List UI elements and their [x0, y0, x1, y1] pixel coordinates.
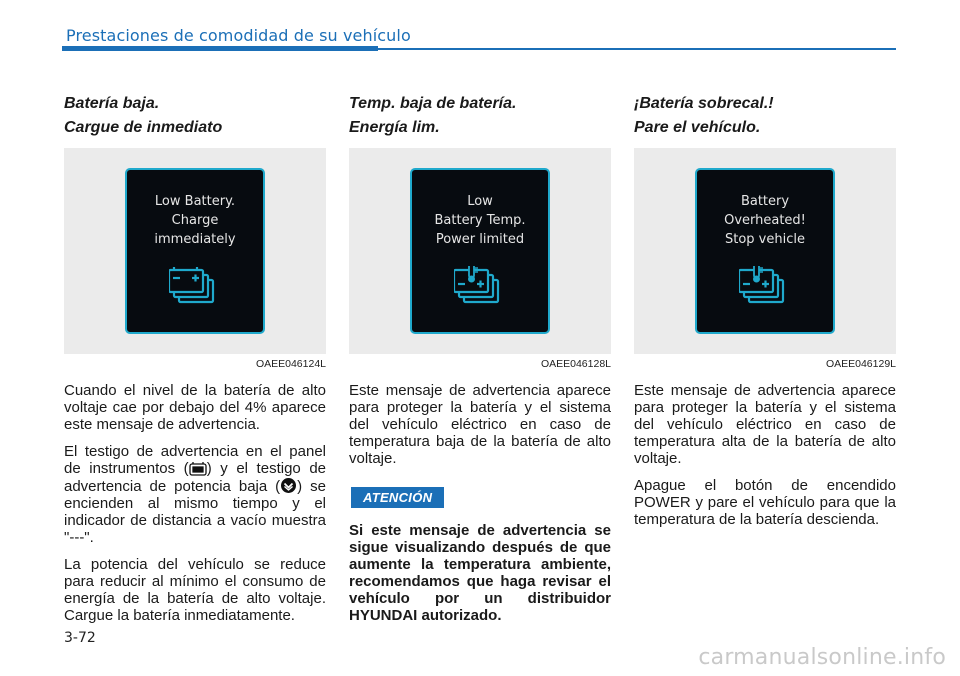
display-line: Stop vehicle: [725, 232, 805, 247]
cluster-display: [125, 168, 265, 334]
section-title-line: Batería baja.: [64, 95, 160, 112]
display-line: Charge: [171, 213, 219, 228]
section-title-line: Temp. baja de batería.: [349, 95, 517, 112]
section-title: [634, 92, 896, 140]
figure-code: OAEE046129L: [825, 358, 896, 370]
cluster-figure: [349, 148, 611, 354]
section-title-line: Pare el vehículo.: [634, 119, 761, 136]
cluster-figure: [634, 148, 896, 354]
power-down-icon: [280, 477, 297, 494]
body-paragraph: Apague el botón de encendido POWER y pare el vehículo para que la temperatura de la batería descienda.: [634, 477, 896, 528]
attention-badge: ATENCIÓN: [351, 487, 444, 508]
display-message: [412, 192, 548, 249]
section-title-line: ¡Batería sobrecal.!: [634, 95, 774, 112]
header-title: Prestaciones de comodidad de su vehículo: [66, 26, 411, 45]
section-title-line: Energía lim.: [349, 119, 440, 136]
paragraph-text: ) se encienden al mismo tiempo y el indicador de distancia a vacío muestra "---".: [64, 478, 326, 546]
battery-temperature-icon: [739, 266, 791, 308]
section-title: [64, 92, 326, 140]
battery-icon: [169, 266, 221, 308]
display-line: Battery: [740, 194, 790, 209]
display-line: Overheated!: [724, 213, 806, 228]
figure-code: OAEE046124L: [255, 358, 326, 370]
battery-warning-icon: [189, 461, 207, 476]
section-low-battery-temp: [349, 92, 611, 624]
cluster-display: [410, 168, 550, 334]
body-paragraph: La potencia del vehículo se reduce para reducir al mínimo el consumo de energía de la batería de alto voltaje. Cargue la batería inmediatamente.: [64, 556, 326, 624]
section-battery-overheated: [634, 92, 896, 528]
body-paragraph: Este mensaje de advertencia aparece para proteger la batería y el sistema del vehículo eléctrico en caso de temperatura baja de la batería de alto voltaje.: [349, 382, 611, 467]
display-line: Low: [467, 194, 493, 209]
figure-code: OAEE046128L: [540, 358, 611, 370]
section-title-line: Cargue de inmediato: [64, 119, 223, 136]
body-paragraph: [64, 443, 326, 546]
watermark[interactable]: carmanualsonline.info: [698, 645, 946, 670]
header-rule: [378, 48, 896, 50]
section-low-battery: [64, 92, 326, 624]
body-paragraph: Cuando el nivel de la batería de alto voltaje cae por debajo del 4% aparece este mensaje de advertencia.: [64, 382, 326, 433]
display-line: Power limited: [435, 232, 525, 247]
cluster-figure: [64, 148, 326, 354]
page-number: 3-72: [64, 630, 96, 646]
body-paragraph: Este mensaje de advertencia aparece para proteger la batería y el sistema del vehículo eléctrico en caso de temperatura alta de la batería de alto voltaje.: [634, 382, 896, 467]
display-message: [697, 192, 833, 249]
battery-temperature-icon: [454, 266, 506, 308]
display-line: Battery Temp.: [434, 213, 526, 228]
paragraph-text: ) y el testigo de advertencia de potencia baja (: [64, 460, 326, 495]
display-line: Low Battery.: [154, 194, 236, 209]
section-title: [349, 92, 611, 140]
display-message: [127, 192, 263, 249]
header-bar: [62, 46, 378, 51]
paragraph-text: El testigo de advertencia en el panel de instrumentos (: [64, 443, 326, 477]
display-line: immediately: [154, 232, 236, 247]
cluster-display: [695, 168, 835, 334]
warning-paragraph: Si este mensaje de advertencia se sigue visualizando después de que aumente la temperatura ambiente, recomendamos que haga revisar el vehículo por un distribuidor HYUNDAI autorizado.: [349, 522, 611, 624]
